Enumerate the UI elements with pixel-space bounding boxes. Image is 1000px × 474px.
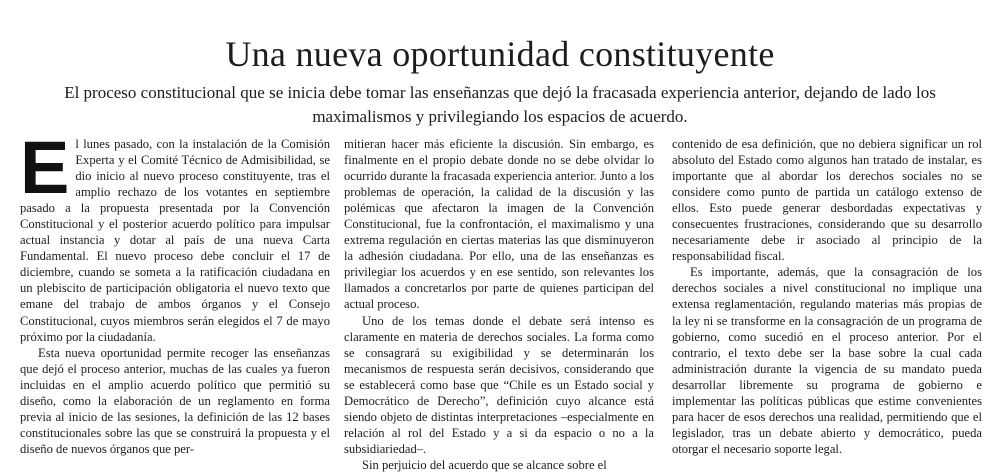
- subheadline: El proceso constitucional que se inicia debe tomar las enseñanzas que dejó la fracasada experiencia anterior, dejando de lado los maximalismos y privilegiando los espacios de acuerdo.: [64, 83, 936, 126]
- paragraph: Es importante, además, que la consagración de los derechos sociales a nivel constitucional no implique una extensa reglamentación, regulando materias más propias de la ley ni se transforme en la consagración de un programa de gobierno, como sucedió en el proceso anterior. Por el contrario, el texto debe ser la base sobre la cual cada administración durante la vigencia de su mandato pueda desarrollar libremente su programa de gobierno e implementar las políticas públicas que estime convenientes para hacer de esos derechos una realidad, permitiendo que el legislador, tras un debate abierto y democrático, pueda otorgar el necesario soporte legal.: [672, 265, 982, 456]
- paragraph: contenido de esa definición, que no debiera significar un rol absoluto del Estado como algunos han tratado de instalar, es importante que al abordar los derechos sociales no se considere como punto de partida un catálogo extenso de ellos. Esto puede generar desbordadas expectativas y consecuentes frustraciones, considerando que su desarrollo necesariamente debe ir asociado al principio de la responsabilidad fiscal.: [672, 137, 982, 264]
- paragraph: Uno de los temas donde el debate será intenso es claramente en materia de derechos sociales. La forma como se consagrará su exigibilidad y se determinarán los mecanismos de respuesta serán decisivos, considerando que se establecerá como base que “Chile es un Estado social y Democrático de Derecho”, definición cuyo alcance está siendo objeto de distintas interpretaciones –especialmente en relación al rol del Estado y a si da espacio o no a la subsidiariedad–.: [344, 313, 654, 456]
- paragraph: Esta nueva oportunidad permite recoger las enseñanzas que dejó el proceso anterior, muchas de las cuales ya fueron incluidas en el amplio acuerdo político que permitió su diseño, como la elaboración de un reglamento en forma previa al inicio de las sesiones, la definición de las 12 bases constitucionales sobre las que se construirá la propuesta y el diseño de nuevos órganos que per-: [20, 345, 330, 456]
- article-column-1: [20, 136, 330, 472]
- paragraph-text: l lunes pasado, con la instalación de la Comisión Experta y el Comité Técnico de Admisibilidad, se dio inicio al nuevo proceso constituyente, tras el amplio rechazo de los votantes en septiembre pasado a la propuesta presentada por la Convención Constitucional y el posterior acuerdo político para impulsar actual instancia y dotar al país de una nueva Carta Fundamental. El nuevo proceso debe concluir el 17 de diciembre, cuando se someta a la ratificación ciudadana en un plebiscito de participación obligatoria el nuevo texto que emane del trabajo de ambos órganos y el Consejo Constitucional, cuyos miembros serán elegidos el 7 de mayo próximo por la ciudadanía.: [20, 137, 330, 344]
- paragraph: [20, 136, 330, 345]
- article-column-3: [672, 136, 982, 472]
- paragraph: Sin perjuicio del acuerdo que se alcance sobre el: [362, 457, 607, 472]
- headline: Una nueva oportunidad constituyente: [225, 34, 775, 75]
- paragraph: mitieran hacer más eficiente la discusión. Sin embargo, es finalmente en el propio debate donde no se debe olvidar lo ocurrido durante la fracasada experiencia anterior. Junto a los problemas de operación, la calidad de la discusión y las polémicas que afectaron la imagen de la Convención Constitucional, fue la confrontación, el maximalismo y una extrema regulación en ciertas materias las que disminuyeron la adhesión ciudadana. Por ello, una de las enseñanzas es privilegiar los acuerdos y en ese sentido, son relevantes los llamados a concretarlos por parte de quienes participan del actual proceso.: [344, 137, 654, 312]
- drop-cap: E: [20, 136, 70, 209]
- article-column-2: [344, 136, 654, 472]
